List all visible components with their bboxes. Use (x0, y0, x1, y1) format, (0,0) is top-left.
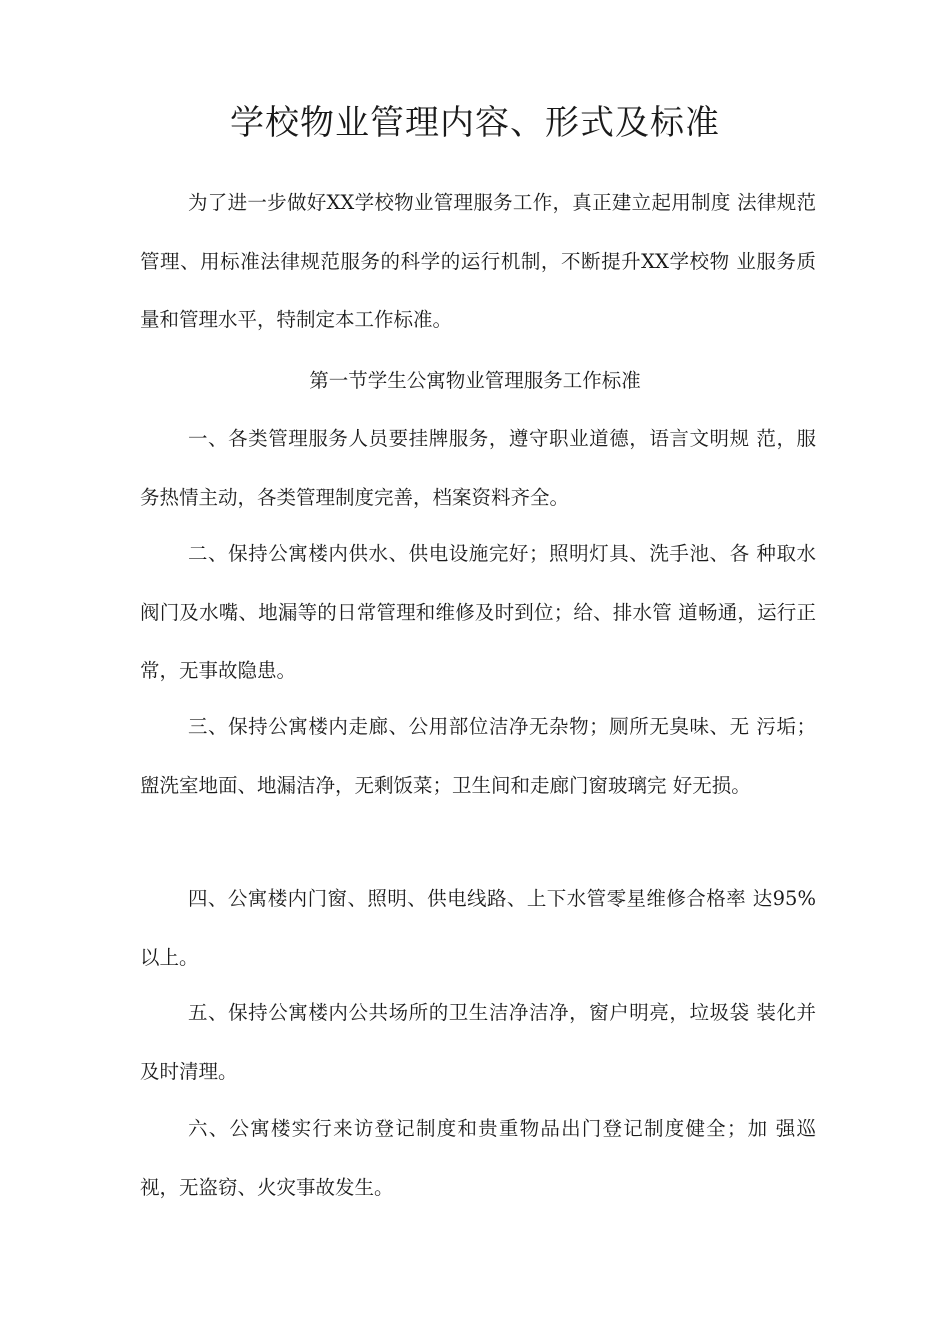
standard-item-4: 四、公寓楼内门窗、照明、供电线路、上下水管零星维修合格率 达95%以上。 (140, 887, 816, 969)
section-heading: 第一节学生公寓物业管理服务工作标准 (309, 369, 641, 392)
standard-item-3: 三、保持公寓楼内走廊、公用部位洁净无杂物；厕所无臭味、无 污垢；盥洗室地面、地漏洁净，无剩饭菜；卫生间和走廊门窗玻璃完 好无损。 (140, 715, 816, 797)
standard-item-6: 六、公寓楼实行来访登记制度和贵重物品出门登记制度健全；加 强巡视，无盗窃、火灾事故发生。 (140, 1117, 816, 1199)
document-title: 学校物业管理内容、形式及标准 (230, 103, 720, 143)
standard-item-1: 一、各类管理服务人员要挂牌服务，遵守职业道德，语言文明规 范，服务热情主动，各类管理制度完善，档案资料齐全。 (140, 427, 816, 509)
standard-item-2: 二、保持公寓楼内供水、供电设施完好；照明灯具、洗手池、各 种取水阀门及水嘴、地漏等的日常管理和维修及时到位；给、排水管 道畅通，运行正常，无事故隐患。 (140, 542, 816, 682)
standard-item-5: 五、保持公寓楼内公共场所的卫生洁净洁净，窗户明亮，垃圾袋 装化并及时清理。 (140, 1001, 816, 1083)
intro-paragraph: 为了进一步做好XX学校物业管理服务工作，真正建立起用制度 法律规范管理、用标准法律规范服务的科学的运行机制，不断提升XX学校物 业服务质量和管理水平，特制定本工作标准。 (140, 191, 816, 331)
